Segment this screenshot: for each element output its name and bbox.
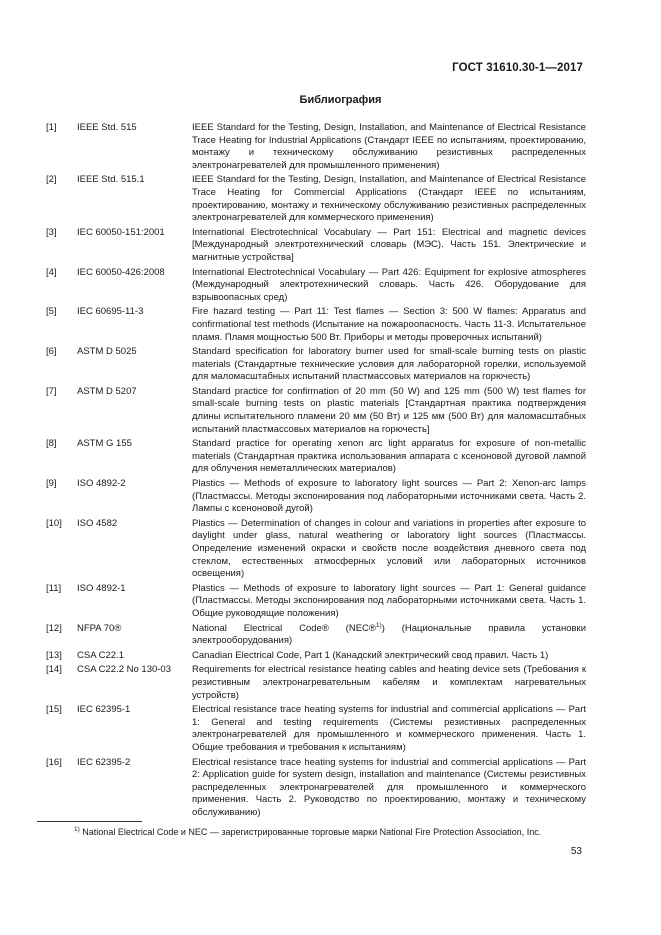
entry-code: IEC 60050-426:2008 — [77, 266, 165, 278]
entry-description: Electrical resistance trace heating systems for industrial and commercial applications — Part 2: Application guide for system design, installation and maintenance (Системы резистивных распределенных электронагревателей для промышленного и коммерческого применения. Часть 2. Руководство по проектированию, монтажу и техническому обслуживанию) — [192, 756, 586, 818]
footnote — [74, 826, 594, 838]
bibliography-entry — [46, 267, 586, 305]
page-number: 53 — [570, 846, 582, 857]
standard-designation: ГОСТ 31610.30-1—2017 — [452, 62, 583, 74]
bibliography-entry — [46, 306, 586, 344]
entry-number: [3] — [46, 226, 57, 238]
entry-code: NFPA 70® — [77, 622, 122, 634]
entry-number: [11] — [46, 582, 62, 594]
footnote-divider — [37, 821, 142, 822]
entry-description: Plastics — Methods of exposure to laboratory light sources — Part 1: General guidance (Пластмассы. Методы экспонирования под лабораторными источниками света. Часть 1. Общие руководящие положения) — [192, 582, 586, 619]
entry-number: [6] — [46, 346, 57, 358]
entry-code: IEC 60695-11-3 — [77, 306, 144, 318]
entry-description: Standard practice for confirmation of 20 mm (50 W) and 125 mm (500 W) test flames for small-scale burning tests on plastic materials [Стандартная практика подтверждения длины испытательного пламени 20 мм (50 Вт) и 125 мм (500 Вт) для маломасштабных испытаний пластмассовых материалов на горючесть] — [192, 385, 586, 435]
entry-code: ASTM D 5207 — [77, 385, 137, 397]
entry-description: Electrical resistance trace heating systems for industrial and commercial applications — Part 1: General and testing requirements (Системы резистивных распределенных электронагревателей для промышленного и коммерческого применения. Часть 1. Общие требования и требования к испытаниям) — [192, 704, 586, 753]
bibliography-entry — [46, 346, 586, 384]
bibliography-entry — [46, 122, 586, 172]
entry-code: IEEE Std. 515 — [77, 122, 137, 133]
entry-number: [8] — [46, 438, 57, 450]
entry-code: ASTM G 155 — [77, 438, 132, 450]
entry-number: [2] — [46, 174, 57, 186]
footnote-text: National Electrical Code и NEC — зарегистрированные торговые марки National Fire Protection Association, Inc. — [82, 827, 542, 837]
entry-description: Standard specification for laboratory burner used for small-scale burning tests on plastic materials (Стандартные технические условия для лабораторной горелки, используемой для маломасштабных испытаний пластмассовых материалов на горючесть) — [192, 346, 586, 383]
entry-number: [14] — [46, 664, 62, 676]
entry-description: Fire hazard testing — Part 11: Test flames — Section 3: 500 W flames: Apparatus and confirmational test methods (Испытание на пожароопасность. Часть 11-3. Испытательное пламя. Пламя мощностью 500 Вт. Приборы и методы проверочных испытаний) — [192, 306, 586, 343]
entry-description: Plastics — Determination of changes in colour and variations in properties after exposure to daylight under glass, natural weathering or laboratory light sources (Пластмассы. Определение изменений окраски и свойств после воздействия дневного света под стеклом, естественных атмосферных условий или лабораторных источников освещения) — [192, 517, 586, 580]
entry-code: CSA C22.2 No 130-03 — [77, 664, 172, 676]
entry-number: [10] — [46, 517, 62, 529]
bibliography-entry — [46, 518, 586, 581]
bibliography-entry — [46, 583, 586, 621]
entry-number: [16] — [46, 756, 62, 768]
entry-description: Standard practice for operating xenon arc light apparatus for exposure of non-metallic materials (Стандартная практика использования аппарата с ксеноновой дуговой лампой для облучения неметаллических материалов) — [192, 438, 586, 475]
bibliography-list — [46, 122, 586, 821]
bibliography-entry — [46, 704, 586, 754]
entry-number: [5] — [46, 306, 57, 318]
bibliography-entry — [46, 650, 586, 663]
entry-code: ISO 4892-1 — [77, 582, 126, 594]
entry-description-end: ) (Национальные правила установки электрооборудования) — [192, 622, 586, 647]
entry-code: IEC 62395-2 — [77, 756, 131, 768]
entry-code: CSA C22.1 — [77, 649, 124, 661]
entry-code: IEEE Std. 515.1 — [77, 174, 145, 186]
bibliography-entry — [46, 757, 586, 820]
bibliography-entry — [46, 386, 586, 436]
entry-description — [192, 623, 586, 648]
entry-number: [4] — [46, 266, 57, 278]
entry-description: Requirements for electrical resistance heating cables and heating device sets (Требования к резистивным электронагревательным кабелям и комплектам нагревательных устройств) — [192, 664, 586, 701]
bibliography-entry — [46, 478, 586, 516]
entry-code: IEC 62395-1 — [77, 704, 131, 716]
entry-code: ISO 4582 — [77, 517, 118, 529]
entry-number: [7] — [46, 385, 57, 397]
entry-description: Plastics — Methods of exposure to laboratory light sources — Part 2: Xenon-arc lamps (Пластмассы. Методы экспонирования под лабораторными источниками света. Часть 2. Лампы с ксеноновой дугой) — [192, 478, 586, 515]
entry-description-start: National Electrical Code® (NEC® — [192, 622, 376, 634]
entry-number: [9] — [46, 478, 57, 490]
entry-description: International Electrotechnical Vocabulary — Part 151: Electrical and magnetic devices [Международный электротехнический словарь (МЭС). Часть 151. Электрические и магнитные устройства] — [192, 226, 586, 263]
entry-description: International Electrotechnical Vocabulary — Part 426: Equipment for explosive atmospheres (Международный электротехнический словарь. Часть 426. Оборудование для взрывоопасных сред) — [192, 266, 586, 303]
entry-number: [15] — [46, 704, 62, 716]
entry-description: IEEE Standard for the Testing, Design, Installation, and Maintenance of Electrical Resistance Trace Heating for Industrial Applications (Стандарт IEEE по испытаниям, проектированию, монтажу и техническому обслуживанию резистивных распределенных электронагревателей для промышленного применения) — [192, 122, 586, 171]
bibliography-entry — [46, 174, 586, 224]
entry-description: Canadian Electrical Code, Part 1 (Канадский электрический свод правил. Часть 1) — [192, 649, 549, 661]
entry-number: [12] — [46, 622, 62, 634]
entry-code: ASTM D 5025 — [77, 346, 137, 358]
bibliography-entry — [46, 664, 586, 702]
entry-number: [13] — [46, 649, 62, 661]
bibliography-entry — [46, 438, 586, 476]
bibliography-entry — [46, 227, 586, 265]
bibliography-entry — [46, 623, 586, 648]
entry-number: [1] — [46, 122, 57, 133]
entry-description: IEEE Standard for the Testing, Design, Installation, and Maintenance of Electrical Resistance Trace Heating for Commercial Applications (Стандарт IEEE по испытаниям, проектированию, монтажу и техническому обслуживанию резистивных распределенных электронагревателей для коммерческого применения) — [192, 174, 586, 224]
entry-code: ISO 4892-2 — [77, 478, 126, 490]
footnote-mark: 1) — [74, 826, 80, 833]
footnote-reference: 1) — [375, 621, 382, 629]
page-title: Библиография — [299, 94, 382, 106]
entry-code: IEC 60050-151:2001 — [77, 226, 165, 238]
